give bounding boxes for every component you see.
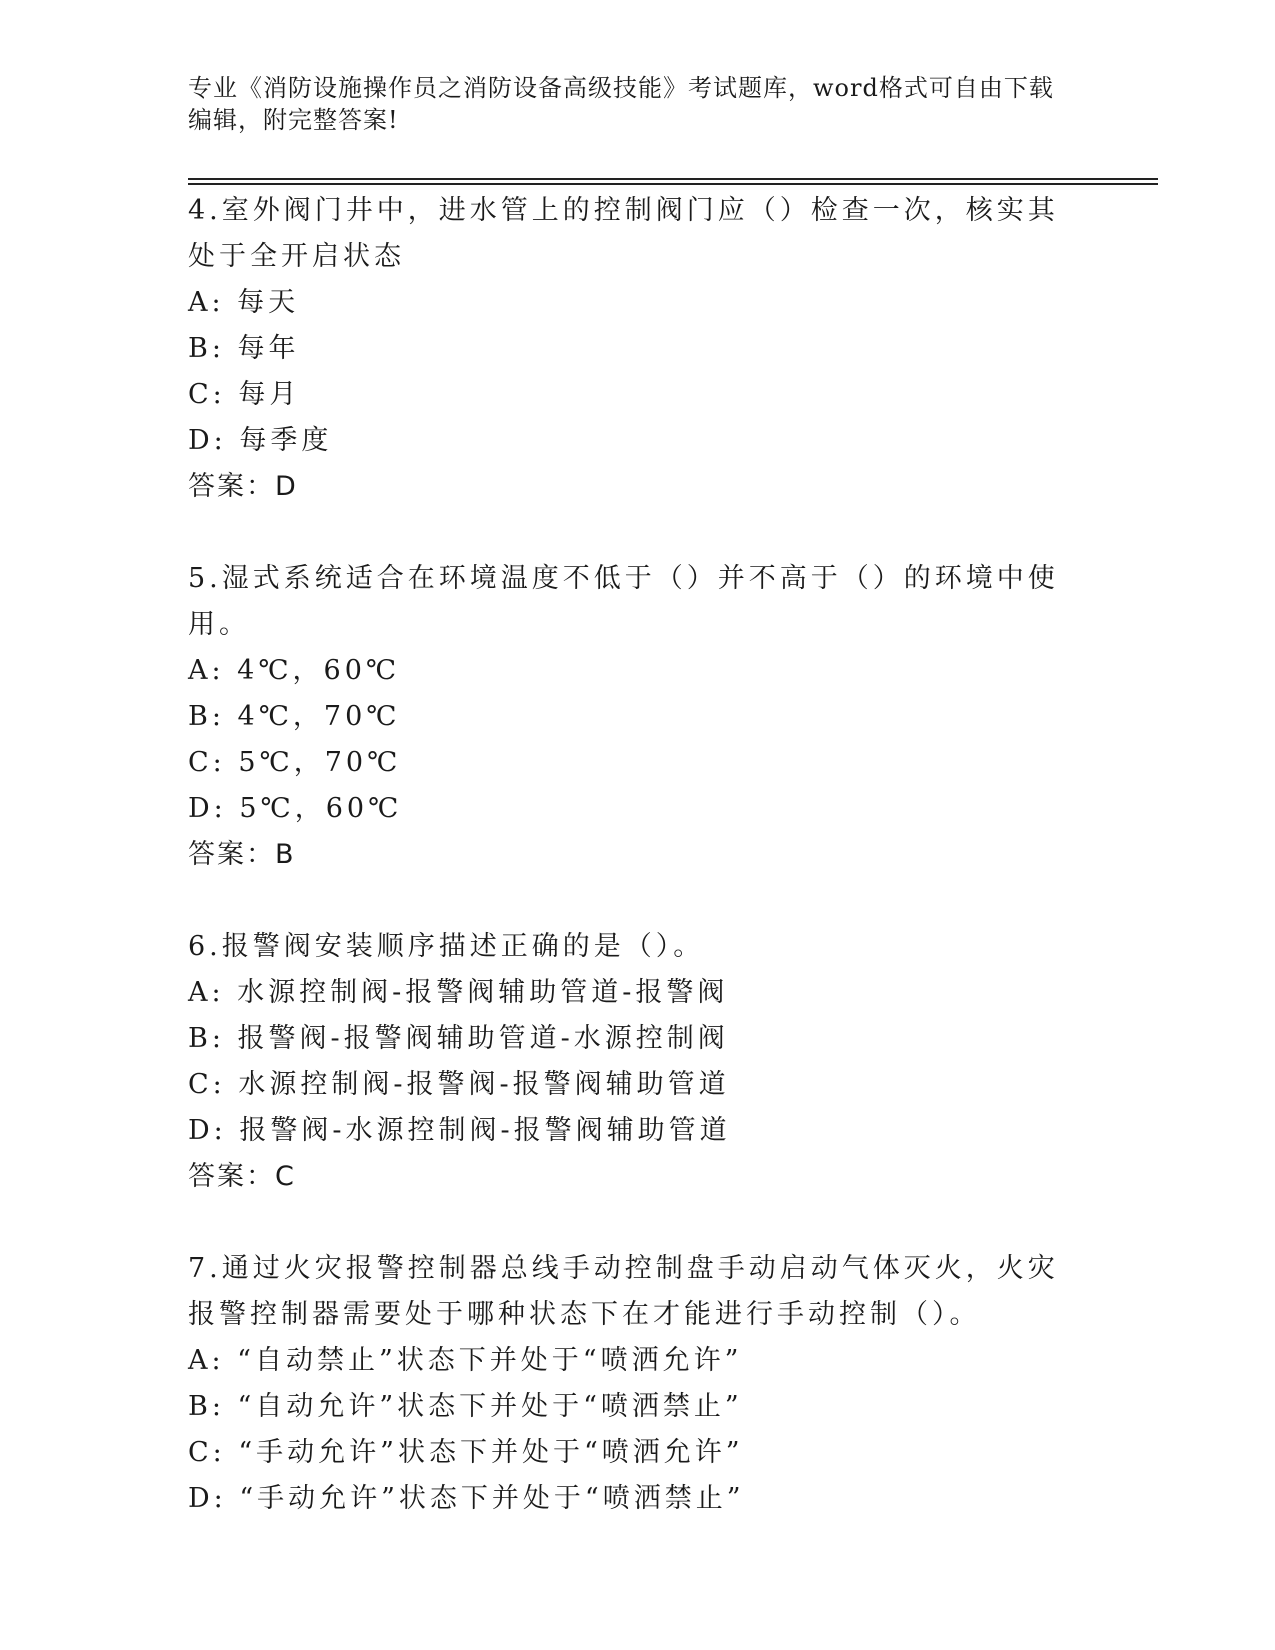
- question-5: [188, 556, 1088, 924]
- question-stem: 6.报警阀安装顺序描述正确的是（）。: [188, 931, 705, 962]
- question-stem: 7.通过火灾报警控制器总线手动控制盘手动启动气体灭火，火灾报警控制器需要处于哪种状态下在才能进行手动控制（）。: [188, 1253, 1059, 1330]
- answer-line: 答案：D: [188, 471, 298, 502]
- option-b: B: 报警阀-报警阀辅助管道-水源控制阀: [188, 1023, 729, 1054]
- option-a: A: 4℃，60℃: [188, 655, 401, 686]
- option-c: C: “手动允许”状态下并处于“喷洒允许”: [188, 1437, 744, 1468]
- question-spacer: [188, 878, 1088, 924]
- question-list: [188, 188, 1088, 1522]
- option-a: A: 每天: [188, 287, 300, 318]
- option-b: B: 每年: [188, 333, 300, 364]
- document-intro: 专业《消防设施操作员之消防设备高级技能》考试题库，word格式可自由下载编辑，附完整答案!: [188, 74, 1054, 134]
- question-spacer: [188, 510, 1088, 556]
- question-7: [188, 1246, 1088, 1522]
- answer-line: 答案：C: [188, 1161, 296, 1192]
- option-d: D: “手动允许”状态下并处于“喷洒禁止”: [188, 1483, 745, 1514]
- question-stem: 4.室外阀门井中，进水管上的控制阀门应（）检查一次，核实其处于全开启状态: [188, 195, 1059, 272]
- option-a: A: 水源控制阀-报警阀辅助管道-报警阀: [188, 977, 729, 1008]
- option-c: C: 每月: [188, 379, 301, 410]
- answer-line: 答案：B: [188, 839, 296, 870]
- question-spacer: [188, 1200, 1088, 1246]
- option-a: A: “自动禁止”状态下并处于“喷洒允许”: [188, 1345, 743, 1376]
- option-d: D: 5℃，60℃: [188, 793, 403, 824]
- option-c: C: 水源控制阀-报警阀-报警阀辅助管道: [188, 1069, 730, 1100]
- header-divider-bottom: [188, 183, 1158, 185]
- option-d: D: 每季度: [188, 425, 333, 456]
- option-b: B: 4℃，70℃: [188, 701, 401, 732]
- question-6: [188, 924, 1088, 1246]
- header-divider-top: [188, 178, 1158, 180]
- option-d: D: 报警阀-水源控制阀-报警阀辅助管道: [188, 1115, 731, 1146]
- option-b: B: “自动允许”状态下并处于“喷洒禁止”: [188, 1391, 743, 1422]
- option-c: C: 5℃，70℃: [188, 747, 402, 778]
- question-4: [188, 188, 1088, 556]
- question-stem: 5.湿式系统适合在环境温度不低于（）并不高于（）的环境中使用。: [188, 563, 1059, 640]
